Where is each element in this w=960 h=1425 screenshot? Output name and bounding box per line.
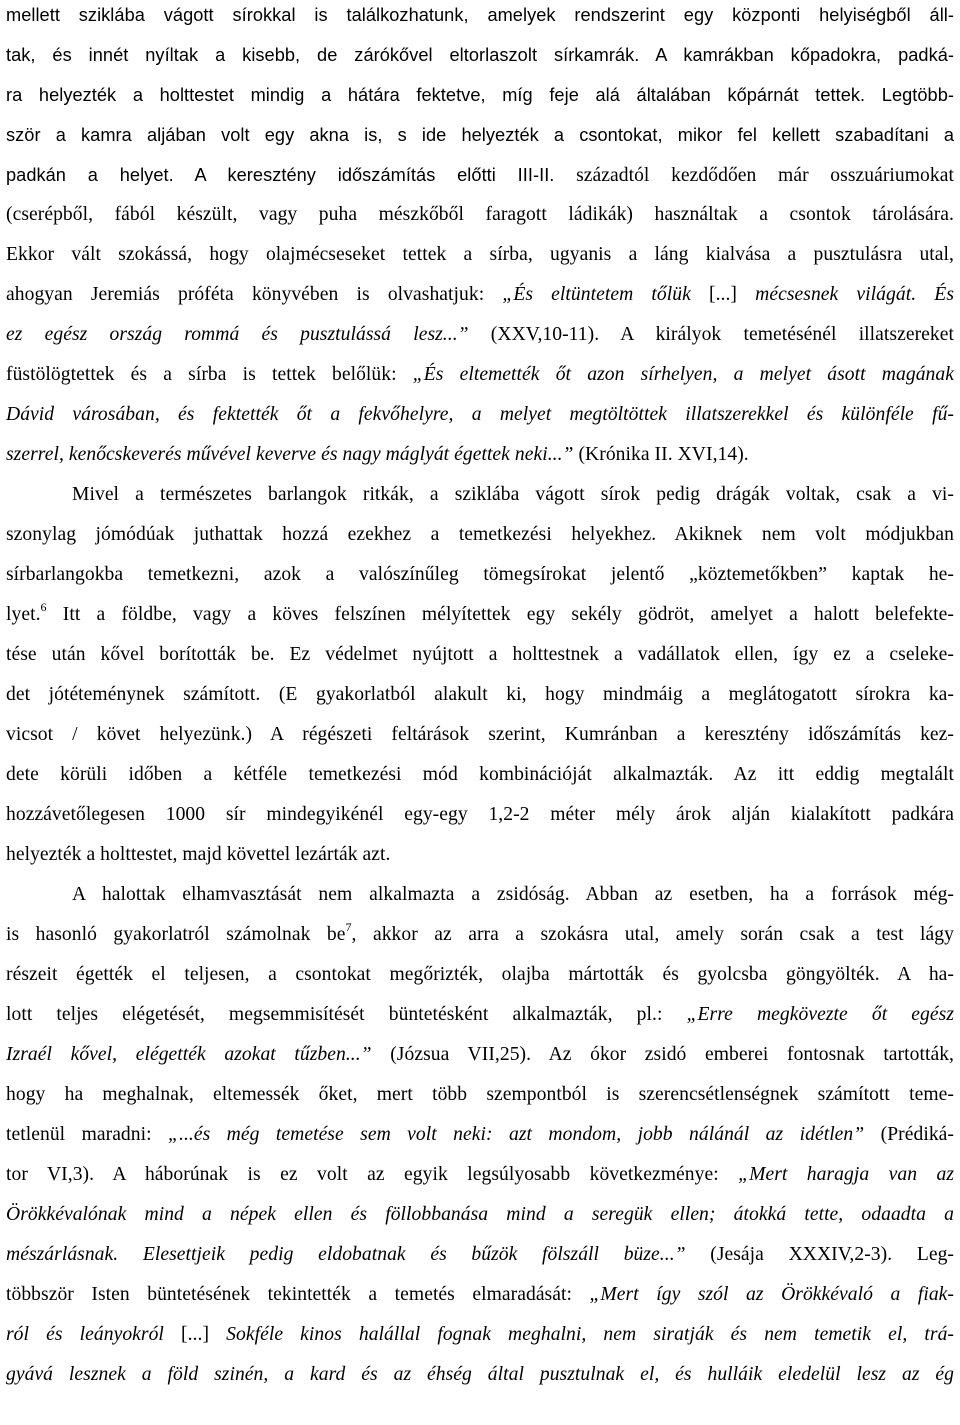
- text-segment: többször Isten büntetésének tekintették a temetés elmaradását:: [6, 1284, 590, 1305]
- text-segment: [...]: [163, 1324, 227, 1345]
- text-line: [6, 560, 954, 590]
- text-segment: ahogyan Jeremiás próféta könyvében is olvashatjuk:: [6, 284, 503, 305]
- text-line: [6, 1280, 954, 1310]
- text-segment: vicsot / követ helyezünk.) A régészeti feltárások szerint, Kumránban a keresztény időszámítás kez-: [6, 724, 954, 745]
- text-line: [72, 880, 954, 910]
- text-line: [6, 120, 954, 150]
- text-line: [6, 520, 954, 550]
- text-segment: Ekkor vált szokássá, hogy olajmécseseket tettek a sírba, ugyanis a láng kialvása a pusztulásra utal,: [6, 244, 954, 265]
- text-line: [6, 0, 954, 30]
- text-line: [6, 760, 954, 790]
- text-segment: [...]: [690, 284, 756, 305]
- text-line: [6, 840, 954, 870]
- text-line: [6, 40, 954, 70]
- text-line: [6, 600, 954, 630]
- text-segment: Mivel a természetes barlangok ritkák, a sziklába vágott sírok pedig drágák voltak, csak a vi-: [72, 484, 954, 505]
- text-segment: lott teljes elégetését, megsemmisítését büntetésként alkalmazták, pl.:: [6, 1004, 687, 1025]
- text-segment: ról és leányokról: [6, 1324, 164, 1345]
- text-segment: mellett sziklába vágott sírokkal is találkozhatunk, amelyek rendszerint egy központi helyiségből áll-: [6, 5, 954, 25]
- text-segment: „És eltüntetem tőlük: [502, 284, 691, 305]
- footnote-ref: 7: [345, 920, 352, 934]
- text-line: [6, 80, 954, 110]
- text-line: [6, 1160, 954, 1190]
- text-segment: (cserépből, fából készült, vagy puha mészkőből faragott ládikák) használtak a csontok tárolására.: [6, 204, 954, 225]
- text-segment: dete körüli időben a kétféle temetkezési mód kombinációját alkalmazták. Az itt eddig megtalált: [6, 764, 954, 785]
- text-segment: „Mert így szól az Örökkévaló a fiak-: [589, 1284, 954, 1305]
- text-segment: padkán a helyet. A keresztény időszámítás előtti III-II.: [6, 165, 555, 185]
- text-line: [6, 680, 954, 710]
- text-line: [6, 720, 954, 750]
- text-line: [6, 360, 954, 390]
- text-line: [6, 1120, 954, 1150]
- text-segment: tak, és innét nyíltak a kisebb, de zárókővel eltorlaszolt sírkamrák. A kamrákban kőpadokra, padká-: [6, 45, 954, 65]
- text-line: [6, 440, 954, 470]
- text-line: [6, 640, 954, 670]
- text-segment: részeit égették el teljesen, a csontokat megőrizték, olajba mártották és gyolcsba göngyölték. A ha-: [6, 964, 954, 985]
- text-line: [6, 1360, 954, 1390]
- text-line: [6, 920, 954, 950]
- text-segment: (Jesája XXXIV,2-3). Leg-: [685, 1244, 955, 1265]
- text-line: [6, 1080, 954, 1110]
- text-segment: lyet.: [6, 604, 41, 625]
- footnote-ref: 6: [40, 600, 47, 614]
- text-segment: is hasonló gyakorlatról számolnak be: [6, 924, 346, 945]
- text-line: [6, 1000, 954, 1030]
- text-segment: mészárlásnak. Elesettjeik pedig eldobatnak és bűzök fölszáll büze...”: [6, 1244, 686, 1265]
- text-line: [6, 320, 954, 350]
- text-segment: tése után kővel borították be. Ez védelmet nyújtott a holttestnek a vadállatok ellen, így ez a cseleke-: [6, 644, 954, 665]
- text-segment: (Józsua VII,25). Az ókor zsidó emberei fontosnak tartották,: [371, 1044, 954, 1065]
- text-segment: , akkor az arra a szokásra utal, amely során csak a test lágy: [351, 924, 954, 945]
- text-segment: szerrel, kenőcskeverés művével keverve és nagy máglyát égettek neki...”: [6, 444, 574, 465]
- text-segment: „Erre megkövezte őt egész: [686, 1004, 954, 1025]
- text-segment: Dávid városában, és fektették őt a fekvőhelyre, a melyet megtöltöttek illatszerekkel és különféle fű-: [6, 404, 954, 425]
- text-segment: tor VI,3). A háborúnak is ez volt az egyik legsúlyosabb következménye:: [6, 1164, 739, 1185]
- text-line: [6, 1240, 954, 1270]
- text-segment: (XXV,10-11). A királyok temetésénél illatszereket: [468, 324, 954, 345]
- text-segment: ra helyezték a holttestet mindig a hátára fektetve, míg feje alá általában kőpárnát tettek. Legtöbb-: [6, 85, 954, 105]
- text-segment: det jótéteménynek számított. (E gyakorlatból alakult ki, hogy mindmáig a meglátogatott sírokra ka-: [6, 684, 954, 705]
- text-line: [6, 1040, 954, 1070]
- text-segment: sírbarlangokba temetkezni, azok a valószínűleg tömegsírokat jelentő „köztemetőkben” kaptak he-: [6, 564, 954, 585]
- text-segment: Izraél kővel, elégették azokat tűzben...”: [6, 1044, 372, 1065]
- text-segment: A halottak elhamvasztását nem alkalmazta a zsidóság. Abban az esetben, ha a források még-: [72, 884, 954, 905]
- text-line: [6, 240, 954, 270]
- text-segment: hogy ha meghalnak, eltemessék őket, mert több szempontból is szerencsétlenségnek számított teme-: [6, 1084, 954, 1105]
- text-line: [6, 400, 954, 430]
- text-segment: (Prédiká-: [864, 1124, 955, 1145]
- text-segment: Sokféle kinos halállal fognak meghalni, nem siratják és nem temetik el, trá-: [226, 1324, 954, 1345]
- text-segment: helyezték a holttestet, majd követtel lezárták azt.: [6, 844, 391, 865]
- text-line: [6, 280, 954, 310]
- text-segment: gyává lesznek a föld szinén, a kard és az éhség által pusztulnak el, és hulláik eledelül lesz az ég: [6, 1364, 954, 1385]
- text-segment: mécsesnek világát. És: [755, 284, 954, 305]
- text-line: [6, 1200, 954, 1230]
- text-segment: füstölögtettek és a sírba is tettek belőlük:: [6, 364, 413, 385]
- text-segment: ször a kamra aljában volt egy akna is, s ide helyezték a csontokat, mikor fel kellett szabadítani a: [6, 125, 954, 145]
- text-line: [6, 160, 954, 190]
- text-segment: szonylag jómódúak juthattak hozzá ezekhez a temetkezési helyekhez. Akiknek nem volt módjukban: [6, 524, 954, 545]
- text-line: [72, 480, 954, 510]
- text-segment: (Krónika II. XVI,14).: [573, 444, 749, 465]
- text-line: [6, 960, 954, 990]
- text-segment: „Mert haragja van az: [738, 1164, 954, 1185]
- text-line: [6, 1320, 954, 1350]
- text-segment: századtól kezdődően már osszuáriumokat: [554, 165, 954, 186]
- text-segment: Örökkévalónak mind a népek ellen és föllobbanása mind a seregük ellen; átokká tette, odaadta a: [6, 1204, 954, 1225]
- text-segment: tetlenül maradni:: [6, 1124, 169, 1145]
- text-segment: „...és még temetése sem volt neki: azt mondom, jobb nálánál az idétlen”: [168, 1124, 865, 1145]
- text-segment: „És eltemették őt azon sírhelyen, a melyet ásott magának: [412, 364, 954, 385]
- text-line: [6, 200, 954, 230]
- text-line: [6, 800, 954, 830]
- text-segment: hozzávetőlegesen 1000 sír mindegyikénél egy-egy 1,2-2 méter mély árok alján kialakított padkára: [6, 804, 954, 825]
- text-segment: ez egész ország rommá és pusztulássá lesz...”: [6, 324, 469, 345]
- text-segment: Itt a földbe, vagy a köves felszínen mélyítettek egy sekély gödröt, amelyet a halott belefekte-: [46, 604, 954, 625]
